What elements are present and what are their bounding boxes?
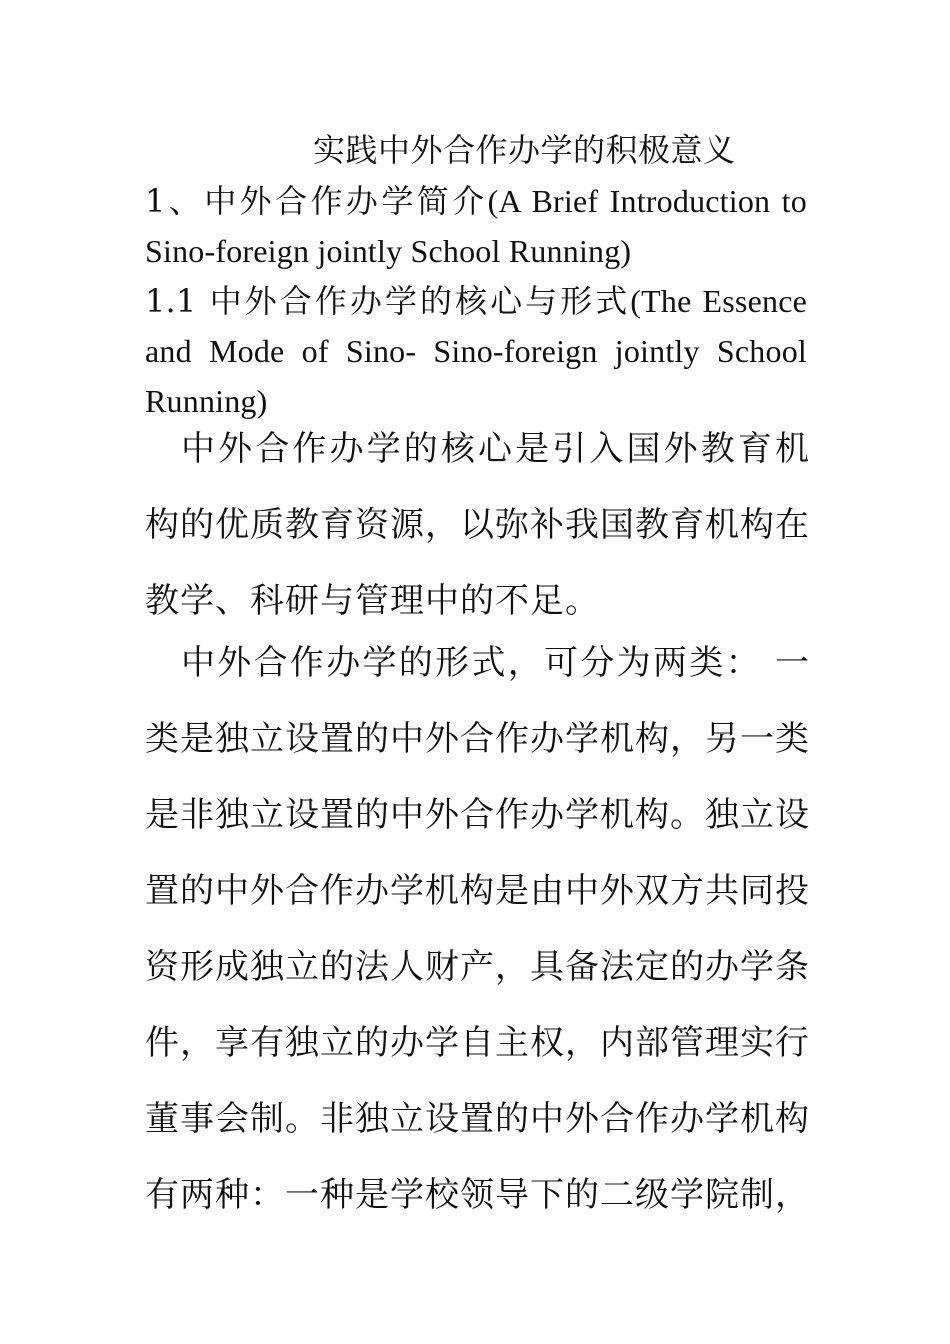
section-heading-1-1-cn: 1.1 中外合作办学的核心与形式 [145,282,631,320]
section-heading-1-en: (A Brief Introduction to Sino-foreign jointly School Running) [145,183,807,269]
body-paragraph-forms: 中外合作办学的形式，可分为两类： 一类是独立设置的中外合作办学机构，另一类是非独立设置的中外合作办学机构。独立设置的中外合作办学机构是由中外双方共同投资形成独立的法人财产，具备法定的办学条件，享有独立的办学自主权，内部管理实行董事会制。非独立设置的中外合作办学机构有两种：一种是学校领导下的二级学院制， [145,643,810,1215]
document-title: 实践中外合作办学的积极意义 [313,131,736,169]
section-heading-1-1 [145,276,807,426]
section-heading-1 [145,176,807,276]
section-heading-1-1-en: (The Essence and Mode of Sino- Sino-foreign jointly School Running) [145,283,807,419]
section-heading-1-cn: 1、中外合作办学简介 [145,182,488,220]
body-paragraph-core: 中外合作办学的核心是引入国外教育机构的优质教育资源，以弥补我国教育机构在教学、科研与管理中的不足。 [145,429,810,621]
